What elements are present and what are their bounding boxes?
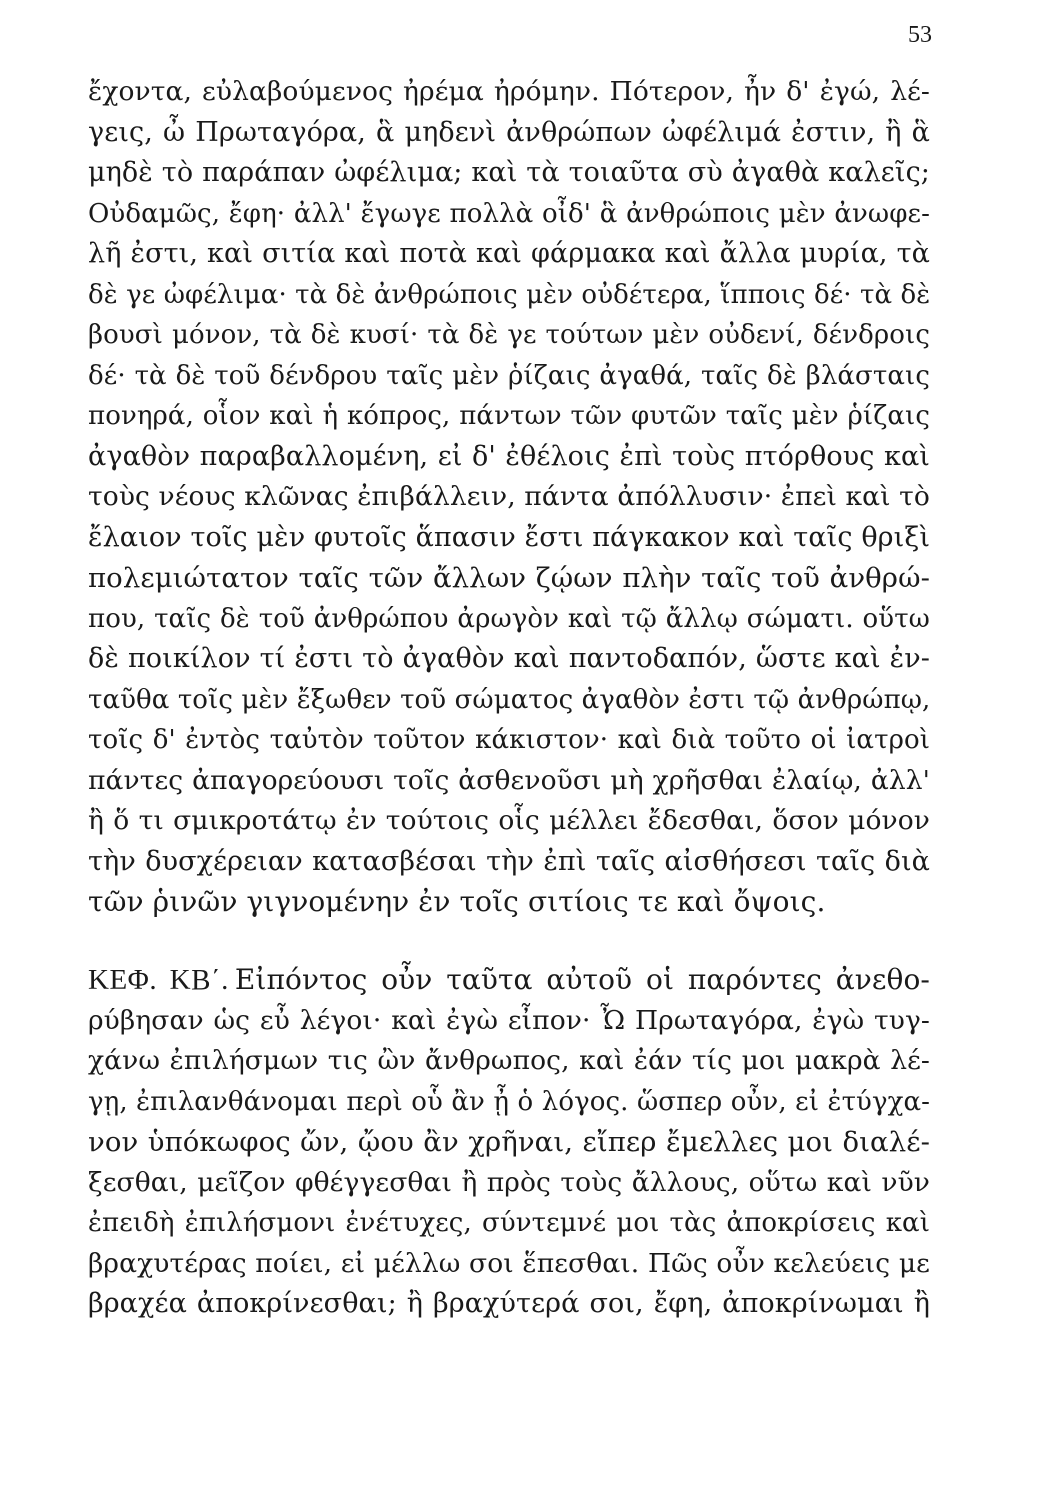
paragraph-2	[88, 960, 930, 1325]
text-line: που, ταῖς δὲ τοῦ ἀνθρώπου ἀρωγὸν καὶ τῷ ἄλλῳ σώματι. οὕτω	[88, 603, 930, 634]
text-line-segment: Εἰπόντος οὖν ταῦτα αὐτοῦ οἱ παρόντες ἀνεθο-	[234, 963, 930, 996]
text-line: μηδὲ τὸ παράπαν ὠφέλιμα; καὶ τὰ τοιαῦτα σὺ ἀγαθὰ καλεῖς;	[88, 157, 930, 188]
text-line: ἔχοντα, εὐλαβούμενος ἠρέμα ἠρόμην. Πότερον, ἦν δ' ἐγώ, λέ-	[88, 76, 930, 107]
text-line: Οὐδαμῶς, ἔφη· ἀλλ' ἔγωγε πολλὰ οἶδ' ἃ ἀνθρώποις μὲν ἀνωφε-	[88, 198, 930, 229]
text-line: ἐπειδὴ ἐπιλήσμονι ἐνέτυχες, σύντεμνέ μοι τὰς ἀποκρίσεις καὶ	[88, 1208, 930, 1238]
page-number: 53	[908, 22, 932, 48]
text-line: χάνω ἐπιλήσμων τις ὢν ἄνθρωπος, καὶ ἐάν τίς μοι μακρὰ λέ-	[88, 1045, 930, 1076]
text-line: τὴν δυσχέρειαν κατασβέσαι τὴν ἐπὶ ταῖς αἰσθήσεσι ταῖς διὰ	[88, 845, 930, 877]
text-line: πάντες ἀπαγορεύουσι τοῖς ἀσθενοῦσι μὴ χρῆσθαι ἐλαίῳ, ἀλλ'	[88, 764, 930, 796]
text-line: ρύβησαν ὡς εὖ λέγοι· καὶ ἐγὼ εἶπον· Ὦ Πρωταγόρα, ἐγὼ τυγ-	[88, 1004, 930, 1036]
text-line: πολεμιώτατον ταῖς τῶν ἄλλων ζῴων πλὴν ταῖς τοῦ ἀνθρώ-	[88, 562, 930, 594]
text-line: λῆ ἐστι, καὶ σιτία καὶ ποτὰ καὶ φάρμακα καὶ ἄλλα μυρία, τὰ	[88, 238, 930, 269]
text-line: βραχέα ἀποκρίνεσθαι; ἢ βραχύτερά σοι, ἔφη, ἀποκρίνωμαι ἢ	[88, 1288, 930, 1319]
text-line: ἀγαθὸν παραβαλλομένη, εἰ δ' ἐθέλοις ἐπὶ τοὺς πτόρθους καὶ	[88, 440, 930, 472]
text-line: τοῖς δ' ἐντὸς ταὐτὸν τοῦτον κάκιστον· καὶ διὰ τοῦτο οἱ ἰατροὶ	[88, 725, 930, 755]
chapter-first-line	[88, 960, 930, 1001]
paragraph-1	[88, 72, 930, 923]
text-line: τῶν ῥινῶν γιγνομένην ἐν τοῖς σιτίοις τε καὶ ὄψοις.	[88, 885, 826, 918]
text-line: ταῦθα τοῖς μὲν ἔξωθεν τοῦ σώματος ἀγαθὸν ἐστι τῷ ἀνθρώπῳ,	[88, 684, 931, 715]
text-line: πονηρά, οἷον καὶ ἡ κόπρος, πάντων τῶν φυτῶν ταῖς μὲν ῥίζαις	[88, 401, 930, 431]
text-line: ἔλαιον τοῖς μὲν φυτοῖς ἅπασιν ἔστι πάγκακον καὶ ταῖς θριξὶ	[88, 521, 930, 553]
text-line: γῃ, ἐπιλανθάνομαι περὶ οὗ ἂν ᾖ ὁ λόγος. ὥσπερ οὖν, εἰ ἐτύγχα-	[88, 1086, 930, 1117]
text-line: τοὺς νέους κλῶνας ἐπιβάλλειν, πάντα ἀπόλλυσιν· ἐπεὶ καὶ τὸ	[88, 481, 930, 512]
text-line: δέ· τὰ δὲ τοῦ δένδρου ταῖς μὲν ῥίζαις ἀγαθά, ταῖς δὲ βλάσταις	[88, 360, 930, 391]
text-line: δὲ ποικίλον τί ἐστι τὸ ἀγαθὸν καὶ παντοδαπόν, ὥστε καὶ ἐν-	[88, 643, 930, 674]
text-line: νον ὑπόκωφος ὤν, ᾤου ἂν χρῆναι, εἴπερ ἔμελλες μοι διαλέ-	[88, 1126, 930, 1158]
text-line: γεις, ὦ Πρωταγόρα, ἃ μηδενὶ ἀνθρώπων ὠφέλιμά ἐστιν, ἢ ἃ	[88, 116, 930, 148]
text-line: δὲ γε ὠφέλιμα· τὰ δὲ ἀνθρώποις μὲν οὐδέτερα, ἵπποις δέ· τὰ δὲ	[88, 279, 931, 310]
text-line: βουσὶ μόνον, τὰ δὲ κυσί· τὰ δὲ γε τούτων μὲν οὐδενί, δένδροις	[88, 320, 930, 350]
chapter-heading: ΚΕΦ. ΚΒ΄.	[88, 964, 229, 996]
text-line: βραχυτέρας ποίει, εἰ μέλλω σοι ἕπεσθαι. Πῶς οὖν κελεύεις με	[88, 1247, 930, 1279]
text-line: ἢ ὅ τι σμικροτάτῳ ἐν τούτοις οἷς μέλλει ἔδεσθαι, ὅσον μόνον	[88, 805, 930, 836]
text-line: ξεσθαι, μεῖζον φθέγγεσθαι ἢ πρὸς τοὺς ἄλλους, οὕτω καὶ νῦν	[88, 1166, 930, 1198]
